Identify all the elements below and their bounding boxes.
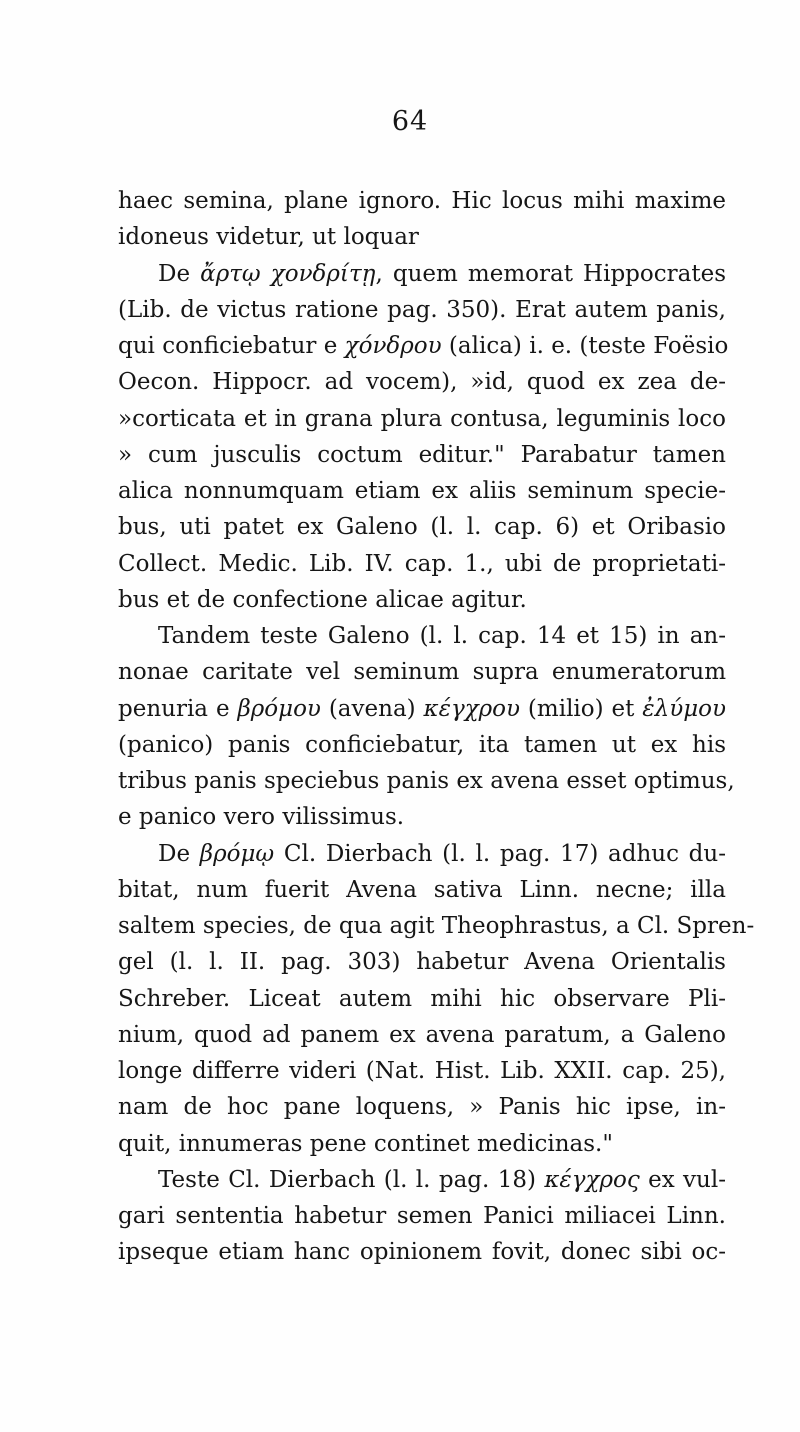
text-line	[118, 872, 726, 908]
text-segment: haec semina, plane ignoro. Hic locus mihi maxime	[118, 188, 726, 214]
text-segment: , quem memorat Hippocrates	[375, 260, 726, 287]
greek-term: ἄρτῳ χονδρίτῃ	[200, 260, 376, 287]
greek-term: βρόμου	[237, 695, 321, 722]
text-segment: (alica) i. e. (teste Foësio	[441, 333, 729, 359]
text-segment: longe differre videri (Nat. Hist. Lib. XXII. cap. 25),	[118, 1058, 726, 1084]
text-line	[118, 219, 726, 255]
text-line	[118, 1162, 726, 1198]
text-line	[118, 183, 726, 219]
text-line	[118, 618, 726, 654]
text-line	[118, 292, 726, 328]
text-segment: gari sententia habetur semen Panici miliacei Linn.	[118, 1203, 726, 1229]
text-line	[118, 328, 729, 364]
body-text	[118, 183, 755, 1271]
text-line	[118, 908, 755, 944]
text-segment: ipseque etiam hanc opinionem fovit, donec sibi oc-	[118, 1239, 726, 1266]
text-segment: nonae caritate vel seminum supra enumeratorum	[118, 659, 726, 686]
text-line	[118, 437, 726, 473]
text-segment: De	[158, 260, 201, 287]
text-line	[118, 546, 726, 582]
text-segment: quit, innumeras pene continet medicinas."	[118, 1130, 613, 1157]
text-segment: tribus panis speciebus panis ex avena esset optimus,	[118, 768, 735, 794]
text-line	[118, 473, 726, 509]
text-segment: Cl. Dierbach (l. l. pag. 17) adhuc du-	[274, 840, 726, 867]
text-segment: saltem species, de qua agit Theophrastus, a Cl. Spren-	[118, 913, 755, 939]
text-line	[118, 1017, 726, 1053]
text-segment: Schreber. Liceat autem mihi hic observare Pli-	[118, 985, 726, 1012]
text-segment: (Lib. de victus ratione pag. 350). Erat autem panis,	[118, 296, 726, 323]
text-segment: Collect. Medic. Lib. IV. cap. 1., ubi de proprietati-	[118, 550, 726, 577]
page-number: 64	[391, 106, 429, 137]
text-line	[118, 1126, 726, 1162]
text-line	[118, 836, 726, 872]
text-line	[118, 691, 726, 727]
text-line	[118, 799, 726, 835]
text-segment: (avena)	[320, 695, 424, 722]
text-line	[118, 256, 726, 292]
text-segment: qui conficiebatur e	[118, 333, 345, 359]
text-segment: Tandem teste Galeno (l. l. cap. 14 et 15) in an-	[158, 623, 726, 649]
text-segment: bus et de confectione alicae agitur.	[118, 586, 527, 613]
greek-term: κέγχρος	[544, 1166, 640, 1193]
text-line	[118, 981, 726, 1017]
text-line	[118, 401, 726, 437]
text-line	[118, 944, 726, 980]
text-segment: e panico vero vilissimus.	[118, 804, 405, 831]
text-line	[118, 1089, 726, 1125]
text-segment: (panico) panis conficiebatur, ita tamen ut ex his	[118, 731, 726, 758]
text-line	[118, 654, 726, 690]
text-line	[118, 1198, 726, 1234]
text-segment: De	[158, 840, 200, 867]
greek-term: ἐλύμου	[642, 695, 726, 722]
text-segment: penuria e	[118, 695, 238, 722]
text-segment: Teste Cl. Dierbach (l. l. pag. 18)	[158, 1166, 545, 1193]
text-segment: nam de hoc pane loquens, » Panis hic ipse, in-	[118, 1094, 726, 1121]
text-segment: nium, quod ad panem ex avena paratum, a Galeno	[118, 1021, 726, 1048]
greek-term: βρόμῳ	[199, 840, 275, 867]
greek-term: χόνδρου	[344, 333, 442, 359]
greek-term: κέγχρου	[423, 695, 521, 722]
text-line	[118, 763, 735, 799]
text-segment: » cum jusculis coctum editur." Parabatur tamen	[118, 441, 726, 468]
text-segment: ex vul-	[639, 1166, 726, 1193]
text-line	[118, 727, 726, 763]
text-segment: alica nonnumquam etiam ex aliis seminum specie-	[118, 478, 726, 504]
text-line	[118, 1053, 726, 1089]
text-line	[118, 364, 726, 400]
text-segment: »corticata et in grana plura contusa, leguminis loco	[118, 405, 726, 432]
text-segment: bitat, num fuerit Avena sativa Linn. necne; illa	[118, 876, 726, 903]
text-segment: idoneus videtur, ut loquar	[118, 224, 419, 251]
text-segment: Oecon. Hippocr. ad vocem), »id, quod ex zea de-	[118, 369, 726, 396]
text-segment: bus, uti patet ex Galeno (l. l. cap. 6) et Oribasio	[118, 514, 726, 541]
text-line	[118, 582, 726, 618]
text-segment: (milio) et	[520, 695, 643, 722]
text-line	[118, 1234, 726, 1270]
text-line	[118, 509, 726, 545]
text-segment: gel (l. l. II. pag. 303) habetur Avena Orientalis	[118, 949, 726, 976]
